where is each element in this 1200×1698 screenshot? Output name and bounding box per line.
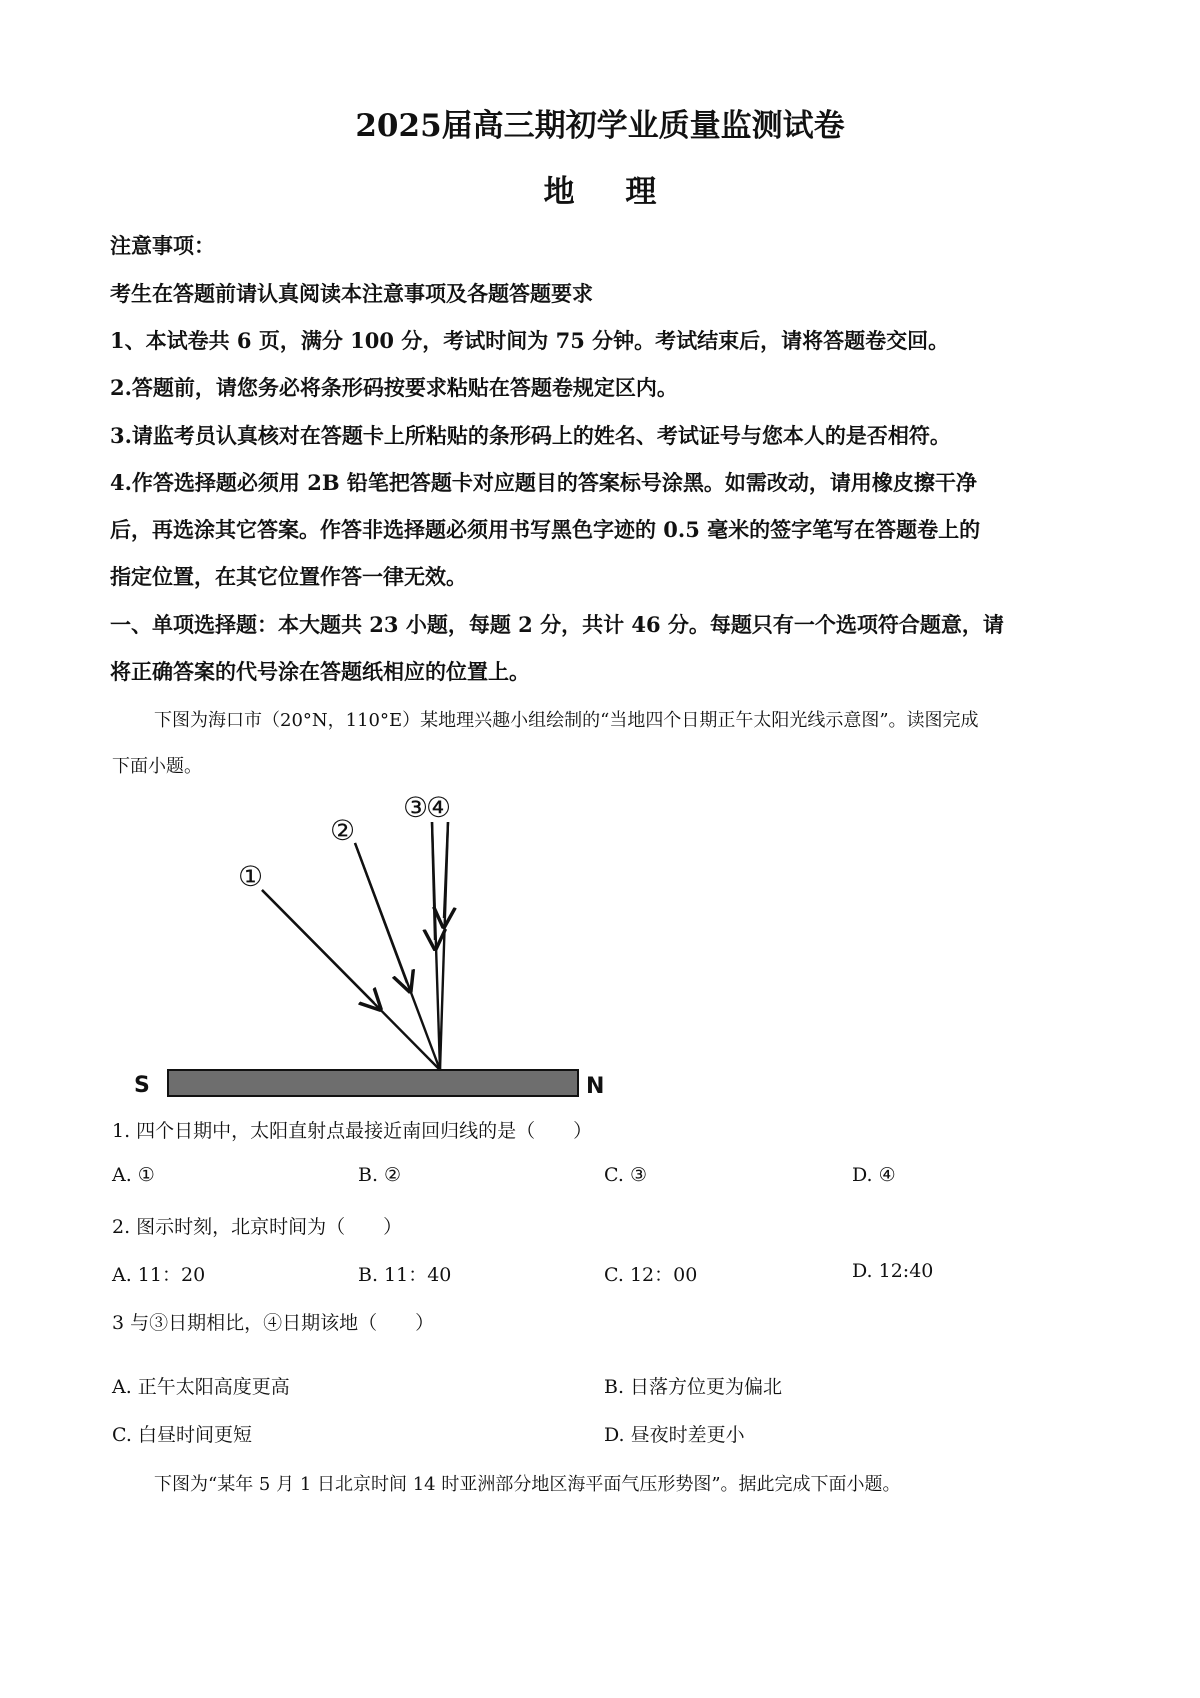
question-3-option-d[interactable]: D. 昼夜时差更小: [604, 1424, 745, 1446]
notice-intro: 考生在答题前请认真阅读本注意事项及各题答题要求: [110, 281, 593, 306]
question-2-stem: 2. 图示时刻，北京时间为（ ）: [112, 1216, 403, 1238]
ray-label-1: ①: [238, 860, 264, 893]
notice-item: 1、本试卷共 6 页，满分 100 分，考试时间为 75 分钟。考试结束后，请将答题卷交回。: [110, 328, 950, 353]
ground-bar: [168, 1070, 578, 1096]
question-2-option-b[interactable]: B. 11：40: [358, 1264, 452, 1286]
sun-ray-2-arrow: [355, 843, 407, 983]
question-3-option-c[interactable]: C. 白昼时间更短: [112, 1424, 252, 1446]
passage-text-cont: 下面小题。: [112, 756, 202, 777]
section-heading-cont: 将正确答案的代号涂在答题纸相应的位置上。: [110, 659, 530, 684]
passage-text: 下图为海口市（20°N，110°E）某地理兴趣小组绘制的“当地四个日期正午太阳光线示意图”。读图完成: [154, 710, 979, 731]
question-1-stem: 1. 四个日期中，太阳直射点最接近南回归线的是（ ）: [112, 1120, 593, 1142]
question-2-option-c[interactable]: C. 12：00: [604, 1264, 698, 1286]
ray-label-4: ④: [426, 791, 452, 824]
question-1-option-a[interactable]: A. ①: [112, 1164, 155, 1186]
ray-label-3: ③: [403, 791, 429, 824]
exam-title: 2025届高三期初学业质量监测试卷: [355, 108, 845, 144]
notice-heading: 注意事项：: [110, 233, 215, 258]
subject-title: 地 理: [543, 174, 677, 210]
question-3-option-a[interactable]: A. 正午太阳高度更高: [112, 1376, 290, 1398]
notice-item: 后，再选涂其它答案。作答非选择题必须用书写黑色字迹的 0.5 毫米的签字笔写在答题卷上的: [110, 517, 981, 542]
question-1-option-b[interactable]: B. ②: [358, 1164, 402, 1186]
notice-item: 3.请监考员认真核对在答题卡上所粘贴的条形码上的姓名、考试证号与您本人的是否相符。: [110, 423, 951, 448]
question-3-stem: 3 与③日期相比，④日期该地（ ）: [112, 1312, 435, 1334]
passage-2-text: 下图为“某年 5 月 1 日北京时间 14 时亚洲部分地区海平面气压形势图”。据此完成下面小题。: [154, 1474, 901, 1495]
label-north: N: [586, 1074, 605, 1099]
notice-item: 指定位置，在其它位置作答一律无效。: [110, 564, 467, 589]
label-south: S: [134, 1073, 150, 1098]
question-1-option-d[interactable]: D. ④: [852, 1164, 896, 1186]
question-2-option-d[interactable]: D. 12:40: [852, 1260, 934, 1282]
question-2-option-a[interactable]: A. 11：20: [112, 1264, 206, 1286]
ray-label-2: ②: [330, 814, 356, 847]
notice-item: 4.作答选择题必须用 2B 铅笔把答题卡对应题目的答案标号涂黑。如需改动，请用橡皮擦干净: [110, 470, 977, 495]
section-heading: 一、单项选择题：本大题共 23 小题，每题 2 分，共计 46 分。每题只有一个选项符合题意，请: [110, 612, 1004, 637]
notice-item: 2.答题前，请您务必将条形码按要求粘贴在答题卷规定区内。: [110, 375, 678, 400]
sun-ray-3-arrow: [432, 822, 435, 940]
sun-ray-1-arrow: [262, 890, 374, 1003]
question-3-option-b[interactable]: B. 日落方位更为偏北: [604, 1376, 783, 1398]
sun-ray-diagram: [120, 780, 620, 1100]
question-1-option-c[interactable]: C. ③: [604, 1164, 647, 1186]
